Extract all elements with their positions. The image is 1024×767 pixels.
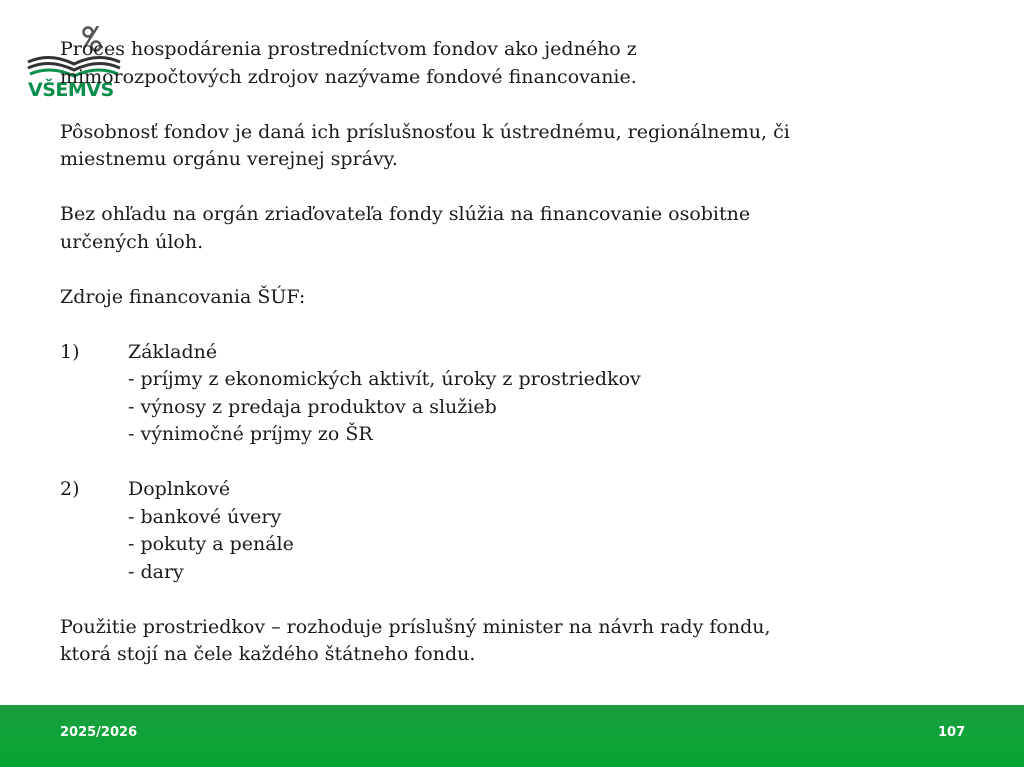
list-subitem: - bankové úvery <box>128 505 282 528</box>
list-subitem: - príjmy z ekonomických aktivít, úroky z prostriedkov <box>128 368 641 390</box>
paragraph-line: Použitie prostriedkov – rozhoduje príslušný minister na návrh rady fondu, <box>60 615 771 638</box>
paragraph-line: ktorá stojí na čele každého štátneho fondu. <box>60 643 476 665</box>
paragraph-line: určených úloh. <box>60 230 204 253</box>
list-number: 1) <box>60 340 80 363</box>
list-subitem: - pokuty a penále <box>128 533 294 555</box>
paragraph-line: Pôsobnosť fondov je daná ich príslušnosťou k ústrednému, regionálnemu, či <box>60 120 790 143</box>
list-subitem: - dary <box>128 560 184 583</box>
paragraph-line: mimorozpočtových zdrojov nazývame fondové financovanie. <box>60 65 637 88</box>
sources-heading: Zdroje financovania ŠÚF: <box>60 285 306 308</box>
list-title: Základné <box>128 340 218 363</box>
footer-year: 2025/2026 <box>60 725 138 740</box>
logo-text: VŠEMVS <box>28 79 114 101</box>
list-subitem: - výnosy z predaja produktov a služieb <box>128 395 497 418</box>
list-item <box>60 476 860 504</box>
slide-body <box>60 36 860 669</box>
page-number: 107 <box>938 725 966 740</box>
paragraph-line: Bez ohľadu na orgán zriaďovateľa fondy slúžia na financovanie osobitne <box>60 203 751 225</box>
list-item <box>60 339 860 367</box>
footer-bar <box>0 705 1024 767</box>
list-number: 2) <box>60 478 80 500</box>
list-subitem: - výnimočné príjmy zo ŠR <box>128 423 373 445</box>
list-title: Doplnkové <box>128 478 231 500</box>
paragraph-line: miestnemu orgánu verejnej správy. <box>60 148 398 170</box>
paragraph-line: Proces hospodárenia prostredníctvom fondov ako jedného z <box>60 38 637 60</box>
